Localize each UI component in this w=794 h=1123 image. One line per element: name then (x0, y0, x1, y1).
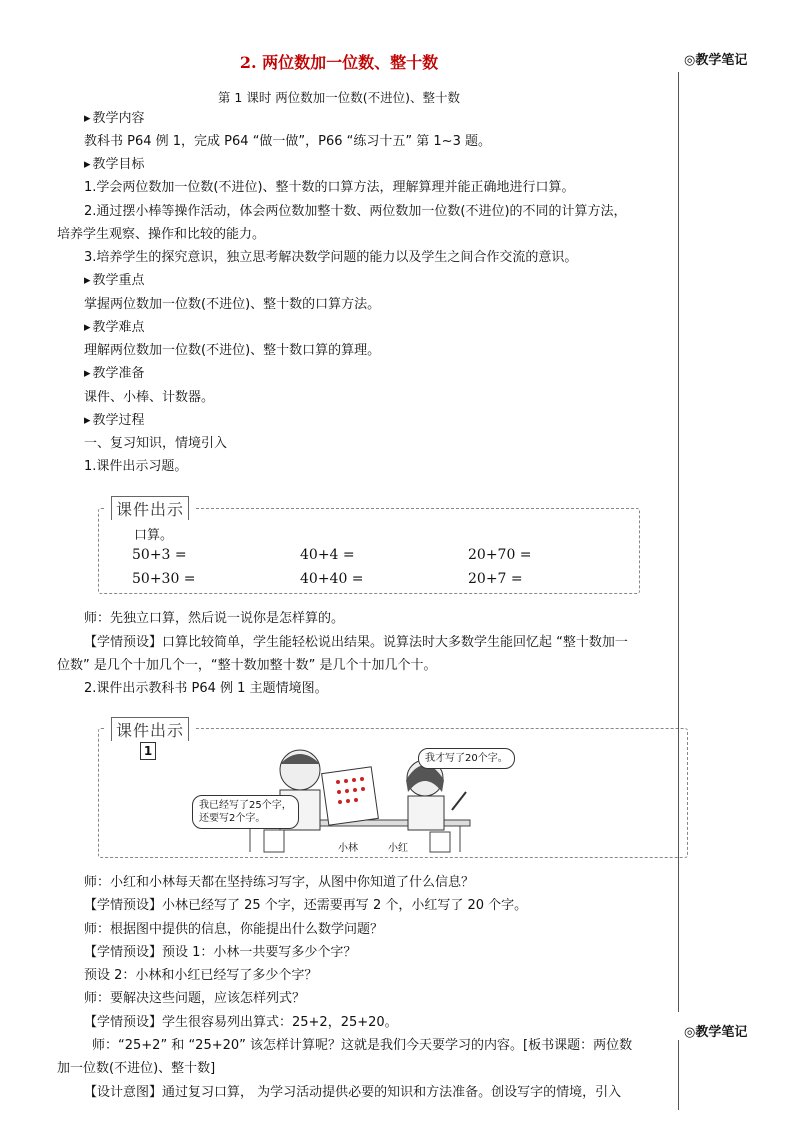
boy-speech-line-1: 我已经写了25个字， (199, 800, 292, 811)
expr-5: 40+40 = (300, 571, 364, 587)
expr-3: 20+70 = (468, 547, 532, 563)
oral-calc-label: 口算。 (134, 528, 174, 543)
content-text: 教科书 P64 例 1，完成 P64 “做一做”，P66 “练习十五” 第 1~3 题。 (84, 134, 491, 149)
girl-body (408, 796, 444, 830)
goal-2a: 2.通过摆小棒等操作活动，体会两位数加整十数、两位数加一位数(不进位)的不同的计算方法， (84, 204, 627, 219)
courseware-tag-2: 课件出示 (105, 717, 195, 741)
para-3: 2.课件出示教科书 P64 例 1 主题情境图。 (84, 681, 328, 696)
example-number: 1 (140, 742, 156, 760)
teaching-notes-label-top: ◎教学笔记 (684, 53, 748, 68)
girl-chair (430, 832, 450, 852)
answer-4: 【学情预设】学生很容易列出算式：25+2，25+20。 (84, 1015, 398, 1030)
courseware-tag-1: 课件出示 (105, 496, 195, 520)
step-1-1: 1.课件出示习题。 (84, 459, 188, 474)
label-girl: 小红 (388, 843, 408, 854)
boy-chair (264, 830, 284, 852)
para-1: 师：先独立口算，然后说一说你是怎样算的。 (84, 611, 345, 626)
heading-process: ▸ 教学过程 (84, 413, 145, 429)
expr-4: 50+30 = (132, 571, 196, 587)
page-title: 2. 两位数加一位数、整十数 (239, 53, 439, 72)
hard-text: 理解两位数加一位数(不进位)、整十数口算的算理。 (84, 343, 381, 358)
step-1: 一、复习知识，情境引入 (84, 436, 228, 451)
answer-3: 预设 2：小林和小红已经写了多少个字？ (84, 968, 318, 983)
expr-1: 50+3 = (132, 547, 187, 563)
paper-sheet (322, 767, 379, 825)
heading-key: ▸ 教学重点 (84, 273, 145, 289)
boy-speech-line-2: 还要写2个字。 (199, 813, 266, 824)
question-2: 师：根据图中提供的信息，你能提出什么数学问题？ (84, 922, 384, 937)
margin-divider (678, 72, 679, 1012)
answer-1: 【学情预设】小林已经写了 25 个字，还需要再写 2 个，小红写了 20 个字。 (84, 898, 528, 913)
label-boy: 小林 (338, 843, 358, 854)
expr-6: 20+7 = (468, 571, 523, 587)
para-2b: 位数” 是几个十加几个一，“整十数加整十数” 是几个十加几个十。 (57, 658, 437, 673)
lesson-subtitle: 第 1 课时 两位数加一位数(不进位)、整十数 (217, 90, 461, 105)
para-2a: 【学情预设】口算比较简单，学生能轻松说出结果。说算法时大多数学生能回忆起 “整十数加一 (84, 635, 628, 650)
goal-2b: 培养学生观察、操作和比较的能力。 (57, 227, 266, 242)
heading-content: ▸ 教学内容 (84, 111, 145, 127)
key-text: 掌握两位数加一位数(不进位)、整十数的口算方法。 (84, 297, 381, 312)
goal-3: 3.培养学生的探究意识，独立思考解决数学问题的能力以及学生之间合作交流的意识。 (84, 250, 578, 265)
boy-speech-bubble (192, 795, 299, 829)
heading-prep: ▸ 教学准备 (84, 366, 145, 382)
heading-goals: ▸ 教学目标 (84, 157, 145, 173)
pencil (452, 792, 466, 810)
goal-1: 1.学会两位数加一位数(不进位)、整十数的口算方法，理解算理并能正确地进行口算。 (84, 180, 575, 195)
expr-2: 40+4 = (300, 547, 355, 563)
teaching-notes-label-bottom: ◎教学笔记 (684, 1025, 748, 1040)
design-intent: 【设计意图】通过复习口算， 为学习活动提供必要的知识和方法准备。创设写字的情境，引入 (84, 1085, 622, 1100)
prep-text: 课件、小棒、计数器。 (84, 390, 215, 405)
girl-speech-bubble: 我才写了20个字。 (418, 748, 515, 769)
margin-divider-bottom (678, 1040, 679, 1110)
question-1: 师：小红和小林每天都在坚持练习写字，从图中你知道了什么信息？ (84, 875, 475, 890)
question-3: 师：要解决这些问题，应该怎样列式？ (84, 991, 306, 1006)
question-4a: 师：“25+2” 和 “25+20” 该怎样计算呢？这就是我们今天要学习的内容。[板书课题：两位数 (92, 1038, 633, 1053)
question-4b: 加一位数(不进位)、整十数] (57, 1061, 216, 1076)
heading-hard: ▸ 教学难点 (84, 320, 145, 336)
answer-2: 【学情预设】预设 1：小林一共要写多少个字？ (84, 945, 357, 960)
